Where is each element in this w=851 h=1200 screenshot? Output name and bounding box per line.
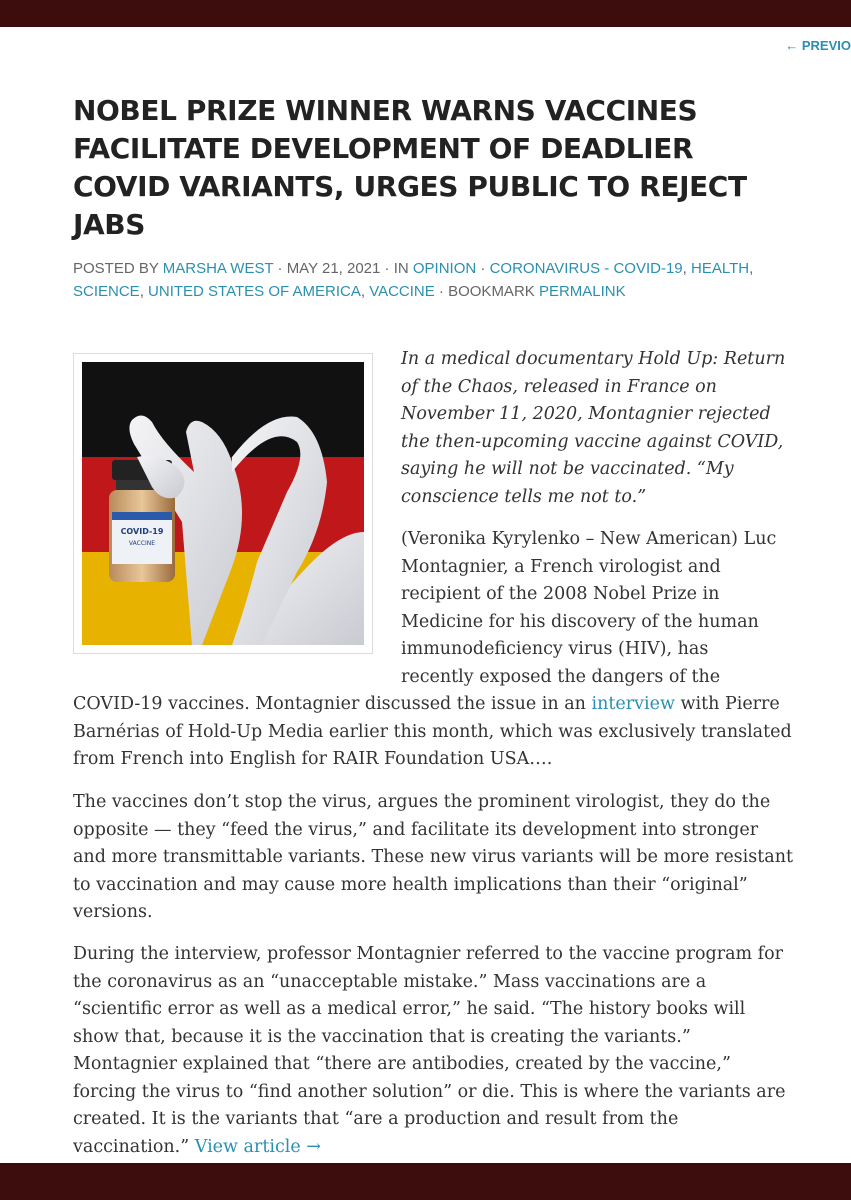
bottom-bar (0, 1163, 851, 1200)
article-image (73, 353, 373, 654)
author-link[interactable]: MARSHA WEST (162, 260, 274, 277)
article-paragraph-1-bottom (73, 691, 793, 774)
category-link[interactable]: HEALTH (691, 260, 750, 277)
category-link[interactable]: UNITED STATES OF AMERICA (148, 283, 361, 300)
previous-post-link[interactable]: ← PREVIO (785, 38, 851, 53)
article-paragraph-3 (73, 941, 793, 1161)
article-paragraph-1-top: (Veronika Kyrylenko – New American) Luc Montagnier, a French virologist and recipient of the 2008 Nobel Prize in Medicine for his discovery of the human immunodeficiency virus (HIV), has recently exposed the dangers of the (401, 529, 777, 687)
vaccine-vial-photo (82, 362, 364, 645)
interview-link[interactable]: interview (591, 694, 675, 714)
category-link[interactable]: VACCINE (369, 283, 435, 300)
paragraph-text: with Pierre Barnérias of Hold-Up Media earlier this month, which was exclusively translated from French into English for RAIR Foundation USA…. (73, 694, 792, 769)
category-link[interactable]: SCIENCE (73, 283, 140, 300)
paragraph-text: During the interview, professor Montagnier referred to the vaccine program for the coronavirus as an “unacceptable mistake.” Mass vaccinations are a “scientific error as well as a medical error,” he said. “The history books will show that, because it is the vaccination that is creating the variants.” Montagnier explained that “there are antibodies, created by the vaccine,” forcing the virus to “find another solution” or die. This is where the variants are created. It is the variants that “are a production and result from the vaccination.” (73, 944, 786, 1157)
article-intro: In a medical documentary Hold Up: Return of the Chaos, released in France on November 11, 2020, Montagnier rejected the then-upcoming vaccine against COVID, saying he will not be vaccinated. “My conscience tells me not to.” (401, 349, 786, 507)
view-article-link[interactable]: View article → (194, 1136, 321, 1157)
article-paragraph-2: The vaccines don’t stop the virus, argues the prominent virologist, they do the opposite — they “feed the virus,” and facilitate its development into stronger and more transmittable variants. These new virus variants will be more resistant to vaccination and may cause more health implications than their “original” versions. (73, 792, 794, 922)
bookmark-label: · BOOKMARK (434, 283, 539, 300)
top-bar (0, 0, 851, 27)
category-link[interactable]: OPINION (412, 260, 477, 277)
permalink-link[interactable]: PERMALINK (538, 283, 626, 300)
in-label: · IN (380, 260, 413, 277)
vial-label-line1: COVID-19 (120, 527, 164, 536)
post-meta: POSTED BY MARSHA WEST · MAY 21, 2021 · IN OPINION · CORONAVIRUS - COVID-19, HEALTH, SCIENCE, UNITED STATES OF AMERICA, VACCINE · BOOKMARK PERMALINK (73, 260, 754, 300)
vial-label-line2: VACCINE (128, 540, 156, 547)
article-title: NOBEL PRIZE WINNER WARNS VACCINES FACILITATE DEVELOPMENT OF DEADLIER COVID VARIANTS, URGES PUBLIC TO REJECT JABS (73, 94, 747, 241)
posted-by-label: POSTED BY (73, 260, 159, 277)
paragraph-text: COVID-19 vaccines. Montagnier discussed the issue in an (73, 694, 592, 714)
meta-separator: · (273, 260, 287, 277)
category-link[interactable]: CORONAVIRUS - COVID-19 (489, 260, 683, 277)
post-date: MAY 21, 2021 (286, 260, 381, 277)
